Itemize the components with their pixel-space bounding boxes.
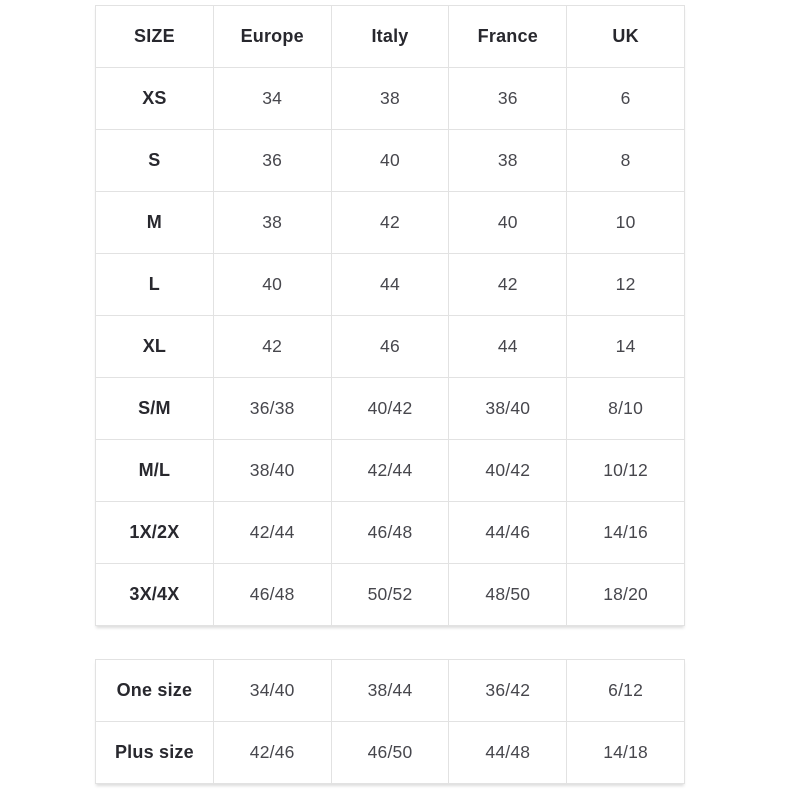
column-header-uk: UK [567,6,685,68]
size-conversion-chart [95,0,685,784]
value-cell: 38 [213,192,331,254]
value-cell: 14 [567,316,685,378]
table-row [96,660,685,722]
value-cell: 34 [213,68,331,130]
value-cell: 48/50 [449,564,567,626]
value-cell: 10/12 [567,440,685,502]
value-cell: 8/10 [567,378,685,440]
value-cell: 42/46 [213,722,331,784]
header-row [96,6,685,68]
table-row [96,192,685,254]
value-cell: 38 [449,130,567,192]
value-cell: 44/46 [449,502,567,564]
value-cell: 50/52 [331,564,449,626]
value-cell: 46/48 [213,564,331,626]
column-header-italy: Italy [331,6,449,68]
value-cell: 38 [331,68,449,130]
value-cell: 8 [567,130,685,192]
table-row [96,378,685,440]
size-label-cell: M [96,192,214,254]
table-row [96,722,685,784]
value-cell: 10 [567,192,685,254]
tables-gap [95,626,685,659]
value-cell: 36 [213,130,331,192]
size-label-cell: XS [96,68,214,130]
value-cell: 6 [567,68,685,130]
value-cell: 46 [331,316,449,378]
table-row [96,502,685,564]
table-row [96,564,685,626]
table-row [96,68,685,130]
value-cell: 36/38 [213,378,331,440]
size-label-cell: One size [96,660,214,722]
value-cell: 36 [449,68,567,130]
value-cell: 42 [331,192,449,254]
size-label-cell: S/M [96,378,214,440]
value-cell: 46/48 [331,502,449,564]
value-cell: 34/40 [213,660,331,722]
size-label-cell: M/L [96,440,214,502]
value-cell: 38/40 [449,378,567,440]
value-cell: 14/18 [567,722,685,784]
value-cell: 40/42 [449,440,567,502]
value-cell: 40 [449,192,567,254]
size-label-cell: S [96,130,214,192]
column-header-size: SIZE [96,6,214,68]
value-cell: 38/44 [331,660,449,722]
value-cell: 42/44 [331,440,449,502]
value-cell: 40/42 [331,378,449,440]
value-cell: 44 [449,316,567,378]
value-cell: 44/48 [449,722,567,784]
table-row [96,440,685,502]
value-cell: 14/16 [567,502,685,564]
value-cell: 42 [213,316,331,378]
value-cell: 40 [213,254,331,316]
column-header-europe: Europe [213,6,331,68]
value-cell: 12 [567,254,685,316]
size-label-cell: 1X/2X [96,502,214,564]
size-conversion-table [95,5,685,626]
special-sizes-table [95,659,685,784]
value-cell: 36/42 [449,660,567,722]
value-cell: 6/12 [567,660,685,722]
size-label-cell: XL [96,316,214,378]
table-row [96,130,685,192]
size-label-cell: 3X/4X [96,564,214,626]
value-cell: 42 [449,254,567,316]
table-row [96,316,685,378]
size-label-cell: Plus size [96,722,214,784]
value-cell: 18/20 [567,564,685,626]
value-cell: 38/40 [213,440,331,502]
table-row [96,254,685,316]
value-cell: 40 [331,130,449,192]
value-cell: 42/44 [213,502,331,564]
size-label-cell: L [96,254,214,316]
value-cell: 46/50 [331,722,449,784]
column-header-france: France [449,6,567,68]
value-cell: 44 [331,254,449,316]
